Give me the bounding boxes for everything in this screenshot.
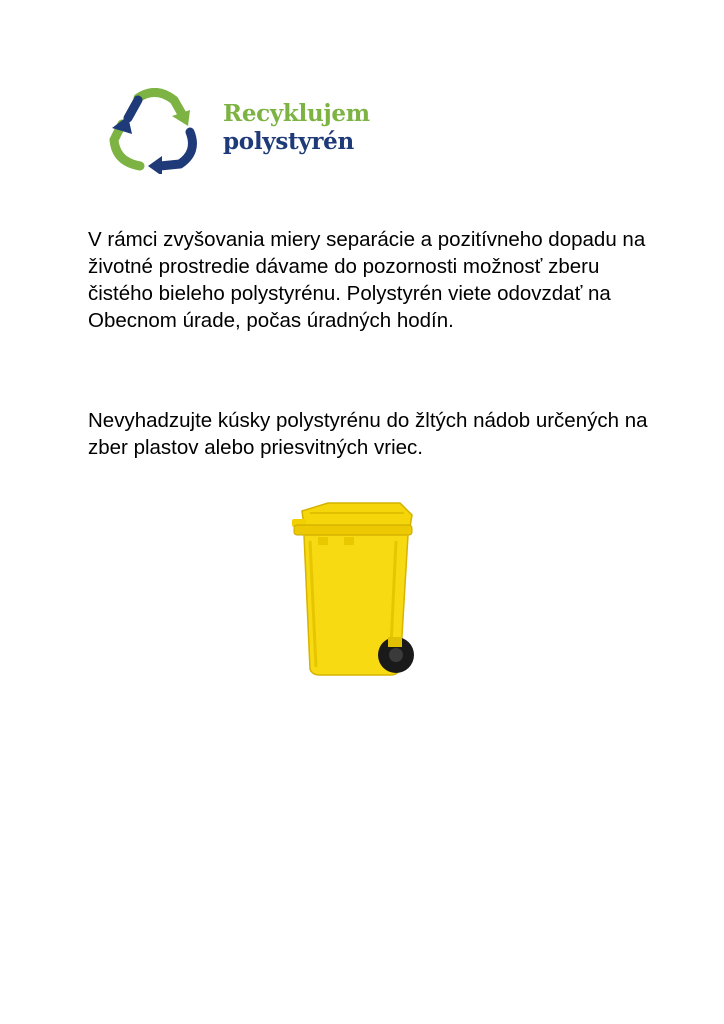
logo-wordmark [223, 100, 370, 156]
recycle-arrows-icon [108, 88, 204, 174]
logo [108, 88, 388, 176]
yellow-wheelie-bin-icon [288, 497, 418, 687]
warning-paragraph: Nevyhadzujte kúsky polystyrénu do žltých nádob určených na zber plastov alebo priesvitných vriec. [88, 409, 648, 459]
intro-paragraph: V rámci zvyšovania miery separácie a pozitívneho dopadu na životné prostredie dávame do pozornosti možnosť zberu čistého bieleho polystyrénu. Polystyrén viete odovzdať na Obecnom úrade, počas úradných hodín. [88, 228, 646, 332]
logo-line-2: polystyrén [223, 128, 354, 155]
logo-line-1: Recyklujem [223, 100, 370, 127]
